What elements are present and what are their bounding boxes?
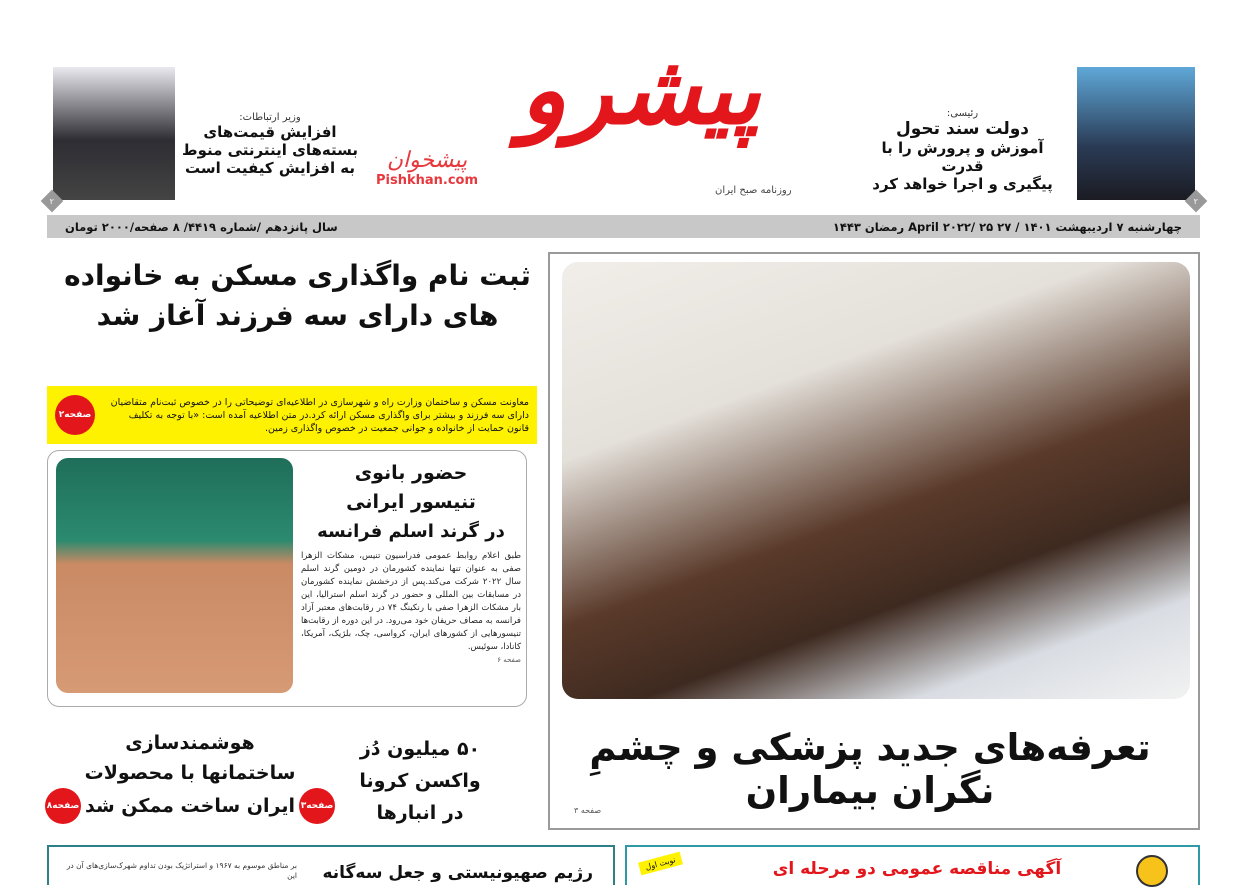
ad-title: آگهی مناقصه عمومی دو مرحله ای — [772, 859, 1062, 879]
page-badge[interactable]: صفحه۲ — [55, 395, 95, 435]
right-teaser[interactable] — [860, 108, 1065, 193]
ad-tag: نوبت اول — [638, 852, 683, 876]
vaccine-headline[interactable] — [340, 733, 500, 829]
teaser-title: به افزایش کیفیت است — [184, 159, 356, 177]
main-headline: تعرفه‌های جدید پزشکی و چشمِ نگران بیماران — [589, 726, 1151, 812]
tennis-body: طبق اعلام روابط عمومی فدراسیون تنیس، مشکات الزهرا صفی به عنوان تنها نماینده کشورمان در دومین گرند اسلم سال ۲۰۲۲ شرکت می‌کند.پس از درخشش نماینده کشورمان در مسابقات بین المللی و حضور در گرند اسلم استرالیا، این بار مشکات الزهرا صفی با رنکینگ ۷۴ در رقابت‌های معتبر آزاد فرانسه به مصاف حریفان خود می‌رود. در این دوره از رقابت‌ها تنیسورهایی از کشورهای ایران، کرواسی، چک، بلژیک، آمریکا، کانادا، سوئیس. — [301, 551, 521, 652]
kicker: وزیر ارتباطات: — [239, 112, 301, 123]
power-logo-icon — [1136, 855, 1168, 887]
raisi-photo — [1077, 67, 1195, 200]
tennis-text-column — [301, 451, 521, 669]
page-ref: صفحه ۶ — [497, 656, 521, 664]
logo-text: پیشرو — [520, 33, 761, 146]
page-badge[interactable]: صفحه۳ — [299, 788, 335, 824]
date-text: چهارشنبه ۷ اردیبهشت ۱۴۰۱ / ۲۷ April ۲۰۲۲/ ۲۵ رمضان ۱۴۴۳ — [832, 219, 1182, 234]
page-badge[interactable]: صفحه۸ — [45, 788, 81, 824]
logo — [520, 5, 792, 205]
tennis-title: تنیسور ایرانی — [346, 491, 476, 513]
watermark-url: Pishkhan.com — [375, 173, 479, 188]
bottom-left-story[interactable] — [47, 845, 615, 885]
tennis-title: در گرند اسلم فرانسه — [317, 521, 505, 542]
housing-summary: معاونت مسکن و ساختمان وزارت راه و شهرسازی در اطلاعیه‌ای توضیحاتی را در خصوص ثبت‌نام متقاضیان دارای سه فرزند و بیشتر برای واگذاری مسکن ارائه کرد.در متن اطلاعیه آمده است: «با توجه به تکلیف قانون حمایت از خانواده و جوانی جمعیت در خصوص واگذاری زمین. — [110, 396, 529, 434]
story-title: رژیم صهیونیستی و جعل سه‌گانه — [322, 863, 593, 883]
minister-photo — [53, 67, 175, 200]
vaccine-title: در انبارها — [376, 802, 464, 824]
page-ref: صفحه ۳ — [574, 806, 602, 815]
issue-info: سال پانزدهم /شماره ۴۴۱۹/ ۸ صفحه/۲۰۰۰ تومان — [65, 219, 338, 234]
tender-ad[interactable] — [625, 845, 1200, 885]
tennis-photo — [56, 458, 293, 693]
teaser-title: دولت سند تحول — [895, 119, 1030, 139]
left-teaser[interactable] — [180, 112, 360, 177]
tennis-title: حضور بانوی — [354, 462, 468, 484]
kicker: رئیسی: — [946, 108, 979, 119]
watermark-text: پیشخوان — [386, 148, 468, 173]
teaser-title: پیگیری و اجرا خواهد کرد — [872, 175, 1053, 193]
page-number: ۲ — [1193, 196, 1199, 206]
vaccine-title: ۵۰ میلیون دُز — [359, 738, 481, 760]
tagline: روزنامه صبح ایران — [715, 185, 792, 196]
story-body: بر مناطق موسوم به ۱۹۶۷ و استراتژیک بودن تداوم شهرک‌سازی‌های آن در این — [66, 861, 297, 880]
teaser-title: آموزش و پرورش را با قدرت — [881, 139, 1044, 175]
watermark — [372, 148, 482, 188]
smart-title: هوشمندسازی — [125, 732, 255, 754]
page-number: ۲ — [49, 196, 55, 206]
main-story[interactable] — [548, 252, 1200, 830]
date-bar — [47, 215, 1200, 238]
vaccine-title: واکسن کرونا — [359, 770, 481, 792]
housing-headline[interactable]: ثبت نام واگذاری مسکن به خانواده های دارای سه فرزند آغاز شد — [64, 259, 531, 332]
main-photo — [562, 262, 1190, 699]
smart-title: ساختمانها با محصولات — [84, 762, 296, 784]
smart-title: ایران ساخت ممکن شد — [85, 795, 295, 817]
tennis-story[interactable] — [47, 450, 527, 707]
teaser-title: افزایش قیمت‌های — [203, 123, 337, 141]
smart-headline[interactable] — [40, 728, 340, 824]
teaser-title: بسته‌های اینترنتی منوط — [181, 141, 358, 159]
housing-summary-box — [47, 386, 537, 444]
